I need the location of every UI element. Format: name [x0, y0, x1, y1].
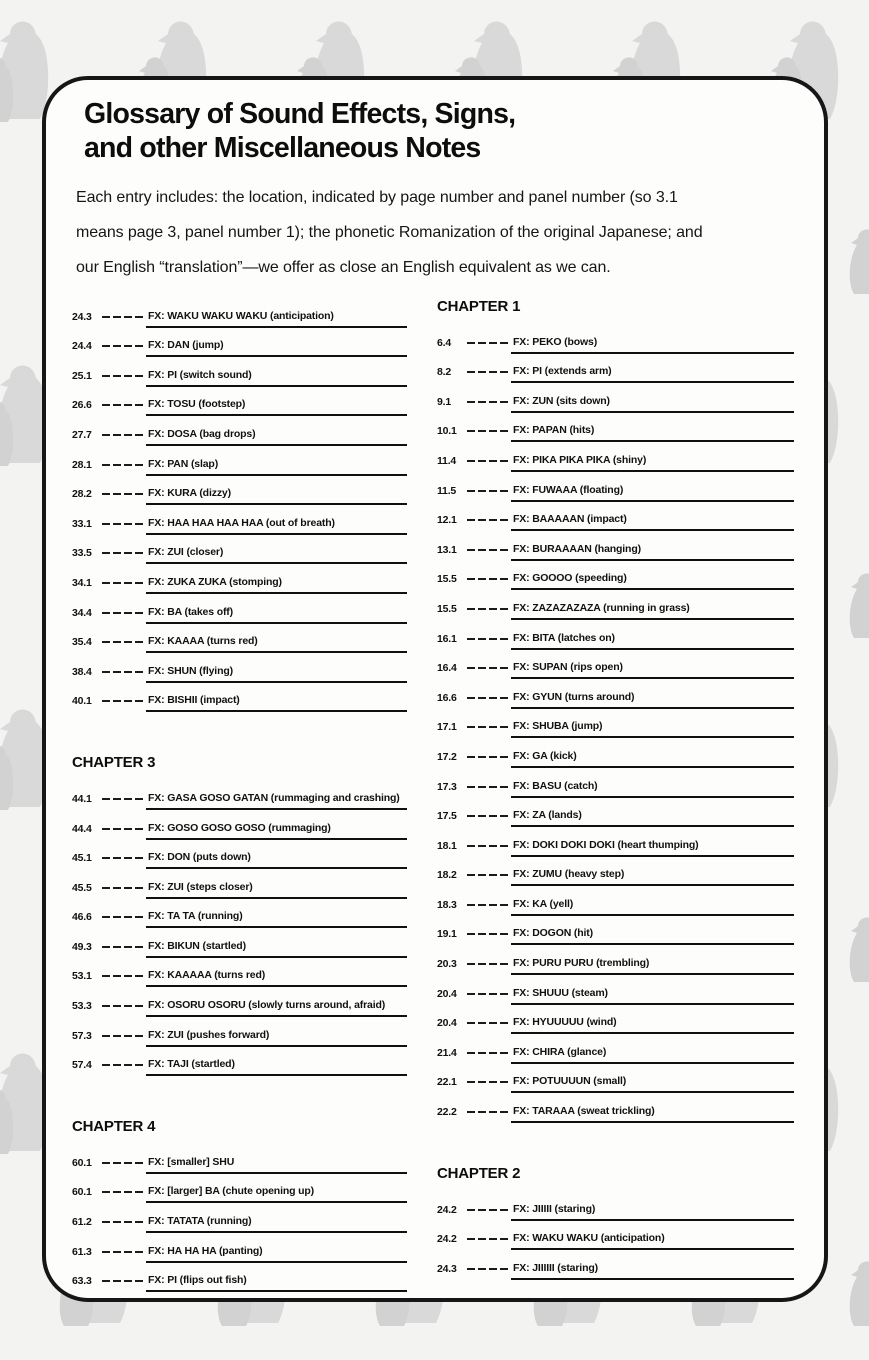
entry-leader-line	[467, 726, 511, 728]
glossary-entry	[72, 357, 407, 387]
entry-location: 24.4	[72, 340, 92, 353]
entry-location: 20.3	[437, 958, 457, 971]
entry-leader-line	[467, 786, 511, 788]
entry-leader-line	[467, 933, 511, 935]
entry-fx-text: FX: DOSA (bag drops)	[146, 428, 407, 446]
entry-leader-line	[102, 1251, 146, 1253]
glossary-entry	[72, 928, 407, 958]
entry-fx-text: FX: ZAZAZAZAZA (running in grass)	[511, 602, 794, 620]
glossary-entry	[437, 590, 794, 620]
entry-location: 10.1	[437, 425, 457, 438]
entry-fx-text: FX: POTUUUUN (small)	[511, 1075, 794, 1093]
glossary-entry	[72, 505, 407, 535]
entry-fx-text: FX: TA TA (running)	[146, 910, 407, 928]
entry-fx-text: FX: SHUN (flying)	[146, 665, 407, 683]
entry-location: 24.2	[437, 1233, 457, 1246]
entry-location: 38.4	[72, 665, 92, 678]
entry-fx-text: FX: TOSU (footstep)	[146, 398, 407, 416]
entry-leader-line	[102, 946, 146, 948]
entry-leader-line	[467, 993, 511, 995]
entry-fx-text: FX: BASU (catch)	[511, 780, 794, 798]
entry-location: 9.1	[437, 395, 451, 408]
glossary-entry	[437, 1005, 794, 1035]
entry-leader-line	[102, 1280, 146, 1282]
entry-location: 22.1	[437, 1076, 457, 1089]
entry-leader-line	[467, 519, 511, 521]
entry-leader-line	[102, 887, 146, 889]
entry-leader-line	[102, 582, 146, 584]
entry-location: 57.3	[72, 1029, 92, 1042]
chapter-heading: CHAPTER 1	[437, 298, 521, 315]
entry-leader-line	[102, 404, 146, 406]
entry-leader-line	[467, 904, 511, 906]
entry-fx-text: FX: HYUUUUU (wind)	[511, 1016, 794, 1034]
entry-leader-line	[102, 857, 146, 859]
glossary-entry	[437, 709, 794, 739]
glossary-entry	[72, 446, 407, 476]
entry-location: 34.4	[72, 606, 92, 619]
chapter-heading: CHAPTER 3	[72, 754, 156, 772]
entry-fx-text: FX: BA (takes off)	[146, 606, 407, 624]
entry-fx-text: FX: JIIIII (staring)	[511, 1203, 794, 1221]
entry-location: 16.4	[437, 662, 457, 675]
entry-location: 24.2	[437, 1203, 457, 1216]
glossary-entry	[437, 383, 794, 413]
entry-fx-text: FX: JIIIIII (staring)	[511, 1262, 794, 1280]
entry-location: 21.4	[437, 1046, 457, 1059]
glossary-entry	[72, 899, 407, 929]
penguin-pair-icon	[842, 534, 869, 640]
glossary-entry	[437, 1250, 794, 1280]
entry-location: 33.1	[72, 517, 92, 530]
glossary-entry	[437, 1221, 794, 1251]
entry-leader-line	[467, 1268, 511, 1270]
glossary-entry	[437, 324, 794, 354]
entry-fx-text: FX: ZA (lands)	[511, 809, 794, 827]
entry-fx-text: FX: BIKUN (startled)	[146, 940, 407, 958]
entry-location: 16.1	[437, 632, 457, 645]
entry-fx-text: FX: PAN (slap)	[146, 458, 407, 476]
entry-leader-line	[467, 815, 511, 817]
entry-fx-text: FX: TAJI (startled)	[146, 1058, 407, 1076]
entry-location: 16.6	[437, 691, 457, 704]
entry-leader-line	[102, 700, 146, 702]
entry-fx-text: FX: ZUI (pushes forward)	[146, 1029, 407, 1047]
entry-fx-text: FX: ZUKA ZUKA (stomping)	[146, 576, 407, 594]
entry-location: 17.2	[437, 750, 457, 763]
entry-location: 11.5	[437, 484, 457, 497]
entry-leader-line	[467, 874, 511, 876]
entry-leader-line	[102, 916, 146, 918]
chapter-heading: CHAPTER 4	[72, 1118, 156, 1136]
entry-fx-text: FX: [larger] BA (chute opening up)	[146, 1185, 407, 1203]
entry-location: 53.3	[72, 1000, 92, 1013]
entry-leader-line	[102, 523, 146, 525]
glossary-entry	[437, 442, 794, 472]
entry-fx-text: FX: GASA GOSO GATAN (rummaging and crashing)	[146, 792, 407, 810]
entry-leader-line	[102, 552, 146, 554]
entry-location: 57.4	[72, 1059, 92, 1072]
entry-fx-text: FX: GYUN (turns around)	[511, 691, 794, 709]
entry-fx-text: FX: BISHII (impact)	[146, 694, 407, 712]
entry-location: 18.2	[437, 869, 457, 882]
entry-location: 24.3	[72, 310, 92, 323]
entry-location: 28.1	[72, 458, 92, 471]
glossary-entry	[72, 1203, 407, 1233]
column-left	[72, 298, 407, 1292]
glossary-entry	[437, 472, 794, 502]
entry-leader-line	[102, 345, 146, 347]
glossary-entry	[72, 624, 407, 654]
glossary-entry	[437, 975, 794, 1005]
entry-location: 8.2	[437, 366, 451, 379]
entry-location: 19.1	[437, 928, 457, 941]
penguin-pair-icon	[842, 190, 869, 296]
entry-leader-line	[102, 434, 146, 436]
entry-location: 60.1	[72, 1156, 92, 1169]
penguin-pair-icon	[842, 1222, 869, 1328]
entry-leader-line	[467, 578, 511, 580]
entry-leader-line	[102, 975, 146, 977]
entry-leader-line	[467, 430, 511, 432]
entry-location: 40.1	[72, 695, 92, 708]
entry-leader-line	[467, 697, 511, 699]
glossary-entry	[72, 840, 407, 870]
entry-leader-line	[102, 828, 146, 830]
entry-fx-text: FX: CHIRA (glance)	[511, 1046, 794, 1064]
glossary-entry	[437, 650, 794, 680]
entry-fx-text: FX: TARAAA (sweat trickling)	[511, 1105, 794, 1123]
entry-leader-line	[102, 798, 146, 800]
entry-fx-text: FX: KA (yell)	[511, 898, 794, 916]
entry-fx-text: FX: BURAAAAN (hanging)	[511, 543, 794, 561]
entry-leader-line	[467, 371, 511, 373]
page-title-line2: and other Miscellaneous Notes	[84, 131, 481, 164]
entry-leader-line	[102, 316, 146, 318]
entry-fx-text: FX: GOOOO (speeding)	[511, 572, 794, 590]
chapter-heading: CHAPTER 2	[437, 1165, 521, 1183]
entry-location: 35.4	[72, 636, 92, 649]
entry-fx-text: FX: KAAAAA (turns red)	[146, 969, 407, 987]
glossary-entry	[437, 1064, 794, 1094]
entry-location: 45.1	[72, 852, 92, 865]
entry-fx-text: FX: WAKU WAKU WAKU (anticipation)	[146, 310, 407, 328]
entry-location: 33.5	[72, 547, 92, 560]
entry-fx-text: FX: WAKU WAKU (anticipation)	[511, 1232, 794, 1250]
entry-leader-line	[467, 756, 511, 758]
entry-location: 26.6	[72, 399, 92, 412]
entry-leader-line	[102, 375, 146, 377]
entry-location: 11.4	[437, 454, 457, 467]
entry-fx-text: FX: PURU PURU (trembling)	[511, 957, 794, 975]
entry-location: 13.1	[437, 543, 457, 556]
entry-fx-text: FX: KURA (dizzy)	[146, 487, 407, 505]
glossary-entry	[72, 987, 407, 1017]
intro-line2: means page 3, panel number 1); the phonetic Romanization of the original Japanese; and	[76, 224, 703, 241]
entry-fx-text: FX: PAPAN (hits)	[511, 424, 794, 442]
entry-location: 18.1	[437, 839, 457, 852]
glossary-entry	[72, 810, 407, 840]
entry-location: 20.4	[437, 1017, 457, 1030]
entry-leader-line	[467, 1081, 511, 1083]
entry-leader-line	[467, 667, 511, 669]
entry-leader-line	[467, 1238, 511, 1240]
glossary-entry	[437, 827, 794, 857]
glossary-entry	[437, 561, 794, 591]
entry-location: 25.1	[72, 369, 92, 382]
glossary-entry	[437, 1034, 794, 1064]
glossary-entry	[72, 869, 407, 899]
glossary-entry	[437, 1191, 794, 1221]
glossary-entry	[437, 354, 794, 384]
glossary-entry	[437, 413, 794, 443]
entry-fx-text: FX: TATATA (running)	[146, 1215, 407, 1233]
entry-location: 12.1	[437, 514, 457, 527]
entry-leader-line	[467, 549, 511, 551]
entry-leader-line	[102, 671, 146, 673]
page-title	[84, 98, 515, 165]
entry-fx-text: FX: PI (switch sound)	[146, 369, 407, 387]
intro-text	[76, 180, 818, 285]
entry-fx-text: FX: HAA HAA HAA HAA (out of breath)	[146, 517, 407, 535]
glossary-entry	[437, 916, 794, 946]
entry-leader-line	[467, 963, 511, 965]
entry-location: 34.1	[72, 576, 92, 589]
glossary-entry	[72, 1144, 407, 1174]
glossary-entry	[437, 679, 794, 709]
entry-location: 46.6	[72, 911, 92, 924]
entry-fx-text: FX: BAAAAAN (impact)	[511, 513, 794, 531]
entry-location: 63.3	[72, 1275, 92, 1288]
entry-location: 22.2	[437, 1106, 457, 1119]
entry-fx-text: FX: KAAAA (turns red)	[146, 635, 407, 653]
entry-fx-text: FX: DAN (jump)	[146, 339, 407, 357]
glossary-card	[42, 76, 828, 1302]
entry-location: 45.5	[72, 881, 92, 894]
glossary-entry	[72, 387, 407, 417]
glossary-entry	[72, 683, 407, 713]
glossary-entry	[72, 780, 407, 810]
entry-fx-text: FX: GA (kick)	[511, 750, 794, 768]
entry-leader-line	[102, 612, 146, 614]
intro-line3: our English “translation”—we offer as close an English equivalent as we can.	[76, 259, 611, 276]
entry-location: 6.4	[437, 336, 451, 349]
entry-location: 61.2	[72, 1216, 92, 1229]
glossary-entry	[437, 768, 794, 798]
glossary-entry	[72, 1047, 407, 1077]
entry-fx-text: FX: FUWAAA (floating)	[511, 484, 794, 502]
glossary-entry	[72, 1263, 407, 1293]
entry-leader-line	[102, 1064, 146, 1066]
entry-leader-line	[102, 493, 146, 495]
entry-location: 61.3	[72, 1245, 92, 1258]
glossary-entry	[437, 738, 794, 768]
entry-location: 15.5	[437, 602, 457, 615]
glossary-entry	[437, 1093, 794, 1123]
entry-location: 44.1	[72, 792, 92, 805]
entry-fx-text: FX: [smaller] SHU	[146, 1156, 407, 1174]
entry-leader-line	[102, 1221, 146, 1223]
glossary-entry	[437, 945, 794, 975]
glossary-entry	[72, 594, 407, 624]
entry-fx-text: FX: OSORU OSORU (slowly turns around, afraid)	[146, 999, 407, 1017]
intro-line1: Each entry includes: the location, indicated by page number and panel number (so 3.1	[76, 189, 678, 206]
entry-leader-line	[102, 1035, 146, 1037]
glossary-entry	[437, 502, 794, 532]
entry-location: 24.3	[437, 1262, 457, 1275]
entry-location: 49.3	[72, 940, 92, 953]
penguin-pair-icon	[842, 878, 869, 984]
glossary-entry	[72, 564, 407, 594]
entry-fx-text: FX: ZUMU (heavy step)	[511, 868, 794, 886]
glossary-entry	[437, 798, 794, 828]
entry-location: 28.2	[72, 488, 92, 501]
entry-leader-line	[102, 464, 146, 466]
glossary-entry	[72, 298, 407, 328]
entry-fx-text: FX: SHUUU (steam)	[511, 987, 794, 1005]
glossary-entry	[72, 1017, 407, 1047]
entry-fx-text: FX: PEKO (bows)	[511, 336, 794, 354]
entry-leader-line	[467, 845, 511, 847]
glossary-entry	[72, 535, 407, 565]
glossary-entry	[72, 476, 407, 506]
entry-fx-text: FX: GOSO GOSO GOSO (rummaging)	[146, 822, 407, 840]
entry-leader-line	[102, 1005, 146, 1007]
entry-location: 60.1	[72, 1186, 92, 1199]
entry-fx-text: FX: DOGON (hit)	[511, 927, 794, 945]
entry-leader-line	[467, 638, 511, 640]
entry-fx-text: FX: SUPAN (rips open)	[511, 661, 794, 679]
column-right	[437, 298, 794, 1280]
glossary-entry	[437, 531, 794, 561]
entry-fx-text: FX: ZUN (sits down)	[511, 395, 794, 413]
entry-fx-text: FX: SHUBA (jump)	[511, 720, 794, 738]
entry-leader-line	[467, 460, 511, 462]
entry-location: 15.5	[437, 573, 457, 586]
glossary-entry	[72, 1174, 407, 1204]
entry-leader-line	[467, 1111, 511, 1113]
entry-leader-line	[467, 490, 511, 492]
entry-location: 20.4	[437, 987, 457, 1000]
entry-location: 44.4	[72, 822, 92, 835]
entry-leader-line	[467, 401, 511, 403]
entry-leader-line	[102, 1162, 146, 1164]
entry-fx-text: FX: ZUI (steps closer)	[146, 881, 407, 899]
entry-fx-text: FX: ZUI (closer)	[146, 546, 407, 564]
glossary-entry	[72, 958, 407, 988]
entry-leader-line	[467, 1022, 511, 1024]
entry-leader-line	[102, 641, 146, 643]
glossary-entry	[437, 620, 794, 650]
entry-location: 17.1	[437, 721, 457, 734]
entry-leader-line	[467, 1052, 511, 1054]
entry-fx-text: FX: PI (flips out fish)	[146, 1274, 407, 1292]
entry-location: 17.3	[437, 780, 457, 793]
entry-leader-line	[467, 1209, 511, 1211]
glossary-entry	[72, 653, 407, 683]
glossary-entry	[72, 416, 407, 446]
page-title-line1: Glossary of Sound Effects, Signs,	[84, 98, 516, 130]
entry-fx-text: FX: HA HA HA (panting)	[146, 1245, 407, 1263]
entry-fx-text: FX: PIKA PIKA PIKA (shiny)	[511, 454, 794, 472]
glossary-entry	[437, 857, 794, 887]
entry-fx-text: FX: DOKI DOKI DOKI (heart thumping)	[511, 839, 794, 857]
entry-leader-line	[467, 342, 511, 344]
entry-leader-line	[102, 1191, 146, 1193]
entry-location: 17.5	[437, 810, 457, 823]
entry-fx-text: FX: BITA (latches on)	[511, 632, 794, 650]
glossary-entry	[437, 886, 794, 916]
entry-location: 18.3	[437, 898, 457, 911]
entry-leader-line	[467, 608, 511, 610]
entry-location: 27.7	[72, 428, 92, 441]
glossary-entry	[72, 1233, 407, 1263]
entry-fx-text: FX: DON (puts down)	[146, 851, 407, 869]
glossary-entry	[72, 328, 407, 358]
entry-location: 53.1	[72, 970, 92, 983]
entry-fx-text: FX: PI (extends arm)	[511, 365, 794, 383]
